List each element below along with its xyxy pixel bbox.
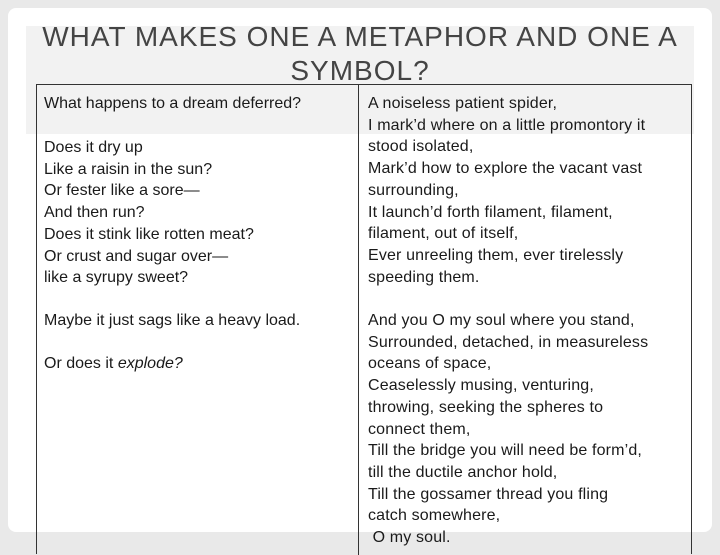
poem-line: Surrounded, detached, in measureless [368, 333, 649, 351]
poem-line: Ceaselessly musing, venturing, [368, 377, 594, 395]
poem-line: Does it dry up [44, 139, 143, 156]
poem-line: Does it stink like rotten meat? [44, 225, 254, 243]
left-line-sags: Maybe it just sags like a heavy load. [44, 312, 301, 329]
poem-line: throwing, seeking the spheres to [368, 398, 604, 416]
right-stanza-1 [368, 93, 686, 288]
right-stanza-2 [368, 310, 686, 549]
poem-line: speeding them. [368, 268, 480, 286]
poem-line: And then run? [44, 204, 145, 222]
poem-line: filament, out of itself, [368, 225, 519, 243]
poem-line: A noiseless patient spider, [368, 95, 558, 112]
poem-line: It launch’d forth filament, filament, [368, 203, 613, 221]
poem-line: Till the bridge you will need be form’d, [368, 442, 642, 460]
slide-title: WHAT MAKES ONE A METAPHOR AND ONE A SYMBOL? [42, 21, 678, 86]
explode-word: explode? [117, 355, 183, 372]
poem-line: Till the gossamer thread you fling [368, 485, 609, 503]
poem-line: surrounding, [368, 181, 459, 199]
poem-line: Mark’d how to explore the vacant vast [368, 160, 643, 178]
slide [8, 8, 712, 547]
left-stanza-1 [44, 137, 344, 289]
poem-line: like a syrupy sweet? [44, 269, 189, 287]
poem-line: stood isolated, [368, 138, 474, 156]
poem-comparison-table [36, 84, 692, 554]
poem-line: catch somewhere, [368, 507, 501, 525]
poem-line: Like a raisin in the sun? [44, 160, 213, 178]
poem-line: Ever unreeling them, ever tirelessly [368, 246, 624, 264]
poem-line: O my soul. [368, 529, 451, 547]
explode-prefix: Or does it [44, 355, 118, 372]
poem-line: I mark’d where on a little promontory it [368, 116, 646, 134]
poem-line: And you O my soul where you stand, [368, 312, 635, 329]
poem-line: Or fester like a sore— [44, 182, 200, 200]
column-divider [358, 85, 359, 555]
poem-line: oceans of space, [368, 355, 492, 373]
poem-line: Or crust and sugar over— [44, 247, 229, 265]
poem-line: connect them, [368, 420, 471, 438]
poem-line: till the ductile anchor hold, [368, 463, 558, 481]
left-heading: What happens to a dream deferred? [44, 95, 302, 112]
left-line-explode [44, 353, 344, 375]
